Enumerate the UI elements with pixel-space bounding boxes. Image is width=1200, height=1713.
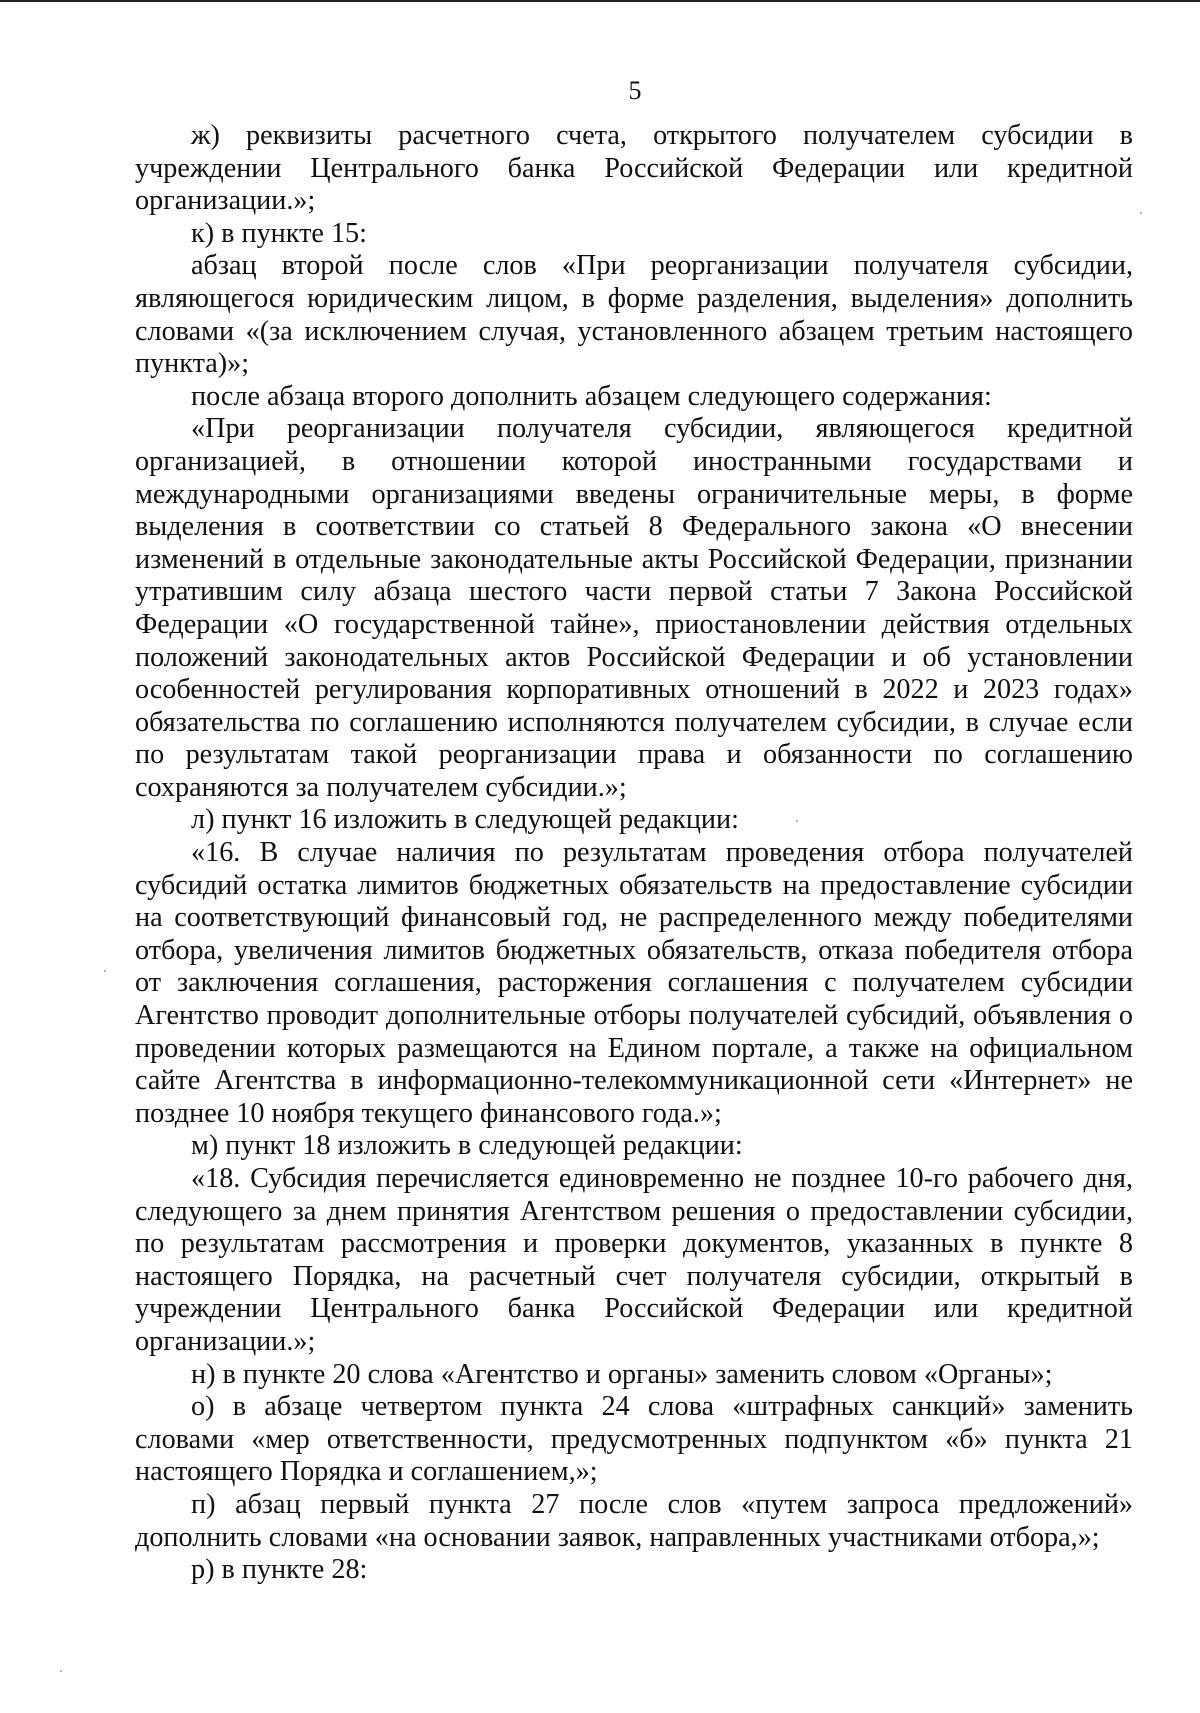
paragraph-r: р) в пункте 28: [191, 1554, 368, 1586]
paragraph-n: н) в пункте 20 слова «Агентство и органы» заменить словом «Органы»; [191, 1358, 1053, 1390]
paragraph-l-punkt-16: «16. В случае наличия по результатам проведения отбора получателей субсидий остатка лимитов бюджетных обязательств на предоставление субсидии на соответствующий финансовый год, не распределенного между победителями отбора, увеличения лимитов бюджетных обязательств, отказа победителя отбора от заключения соглашения, расторжения соглашения с получателем субсидии Агентство проводит дополнительные отборы получателей субсидий, объявления о проведении которых размещаются на Едином портале, а также на официальном сайте Агентства в информационно-телекоммуникационной сети «Интернет» не позднее 10 ноября текущего финансового года.»; [135, 837, 1133, 1129]
scan-speck [1140, 212, 1142, 214]
scan-speck [60, 1670, 62, 1672]
paragraph-m: м) пункт 18 изложить в следующей редакции: [191, 1130, 743, 1162]
page-number: 5 [628, 76, 642, 105]
document-body [135, 120, 1133, 1587]
paragraph-zh: ж) реквизиты расчетного счета, открытого получателем субсидии в учреждении Центрального банка Российской Федерации или кредитной организации.»; [135, 120, 1133, 217]
paragraph-m-punkt-18: «18. Субсидия перечисляется единовременно не позднее 10-го рабочего дня, следующего за днем принятия Агентством решения о предоставлении субсидии, по результатам рассмотрения и проверки документов, указанных в пункте 8 настоящего Порядка, на расчетный счет получателя субсидии, открытый в учреждении Центрального банка Российской Федерации или кредитной организации.»; [135, 1163, 1133, 1357]
paragraph-l: л) пункт 16 изложить в следующей редакции: [191, 804, 739, 836]
scan-speck [104, 970, 106, 972]
paragraph-k-new-abzac: «При реорганизации получателя субсидии, являющегося кредитной организацией, в отношении которой иностранными государствами и международными организациями введены ограничительные меры, в форме выделения в соответствии со статьей 8 Федерального закона «О внесении изменений в отдельные законодательные акты Российской Федерации, признании утратившим силу абзаца шестого части первой статьи 7 Закона Российской Федерации «О государственной тайне», приостановлении действия отдельных положений законодательных актов Российской Федерации и об установлении особенностей регулирования корпоративных отношений в 2022 и 2023 годах» обязательства по соглашению исполняются получателем субсидии, в случае если по результатам такой реорганизации права и обязанности по соглашению сохраняются за получателем субсидии.»; [135, 413, 1133, 803]
paragraph-k-dopolnit: после абзаца второго дополнить абзацем следующего содержания: [191, 380, 992, 412]
paragraph-k-abzac-vtoroy: абзац второй после слов «При реорганизации получателя субсидии, являющегося юридическим лицом, в форме разделения, выделения» дополнить словами «(за исключением случая, установленного абзацем третьим настоящего пункта)»; [135, 250, 1133, 380]
scan-speck [796, 820, 798, 822]
paragraph-p: п) абзац первый пункта 27 после слов «путем запроса предложений» дополнить словами «на основании заявок, направленных участниками отбора,»; [135, 1488, 1133, 1553]
paragraph-o: о) в абзаце четвертом пункта 24 слова «штрафных санкций» заменить словами «мер ответственности, предусмотренных подпунктом «б» пункта 21 настоящего Порядка и соглашением,»; [135, 1391, 1133, 1488]
paragraph-k: к) в пункте 15: [191, 217, 367, 249]
